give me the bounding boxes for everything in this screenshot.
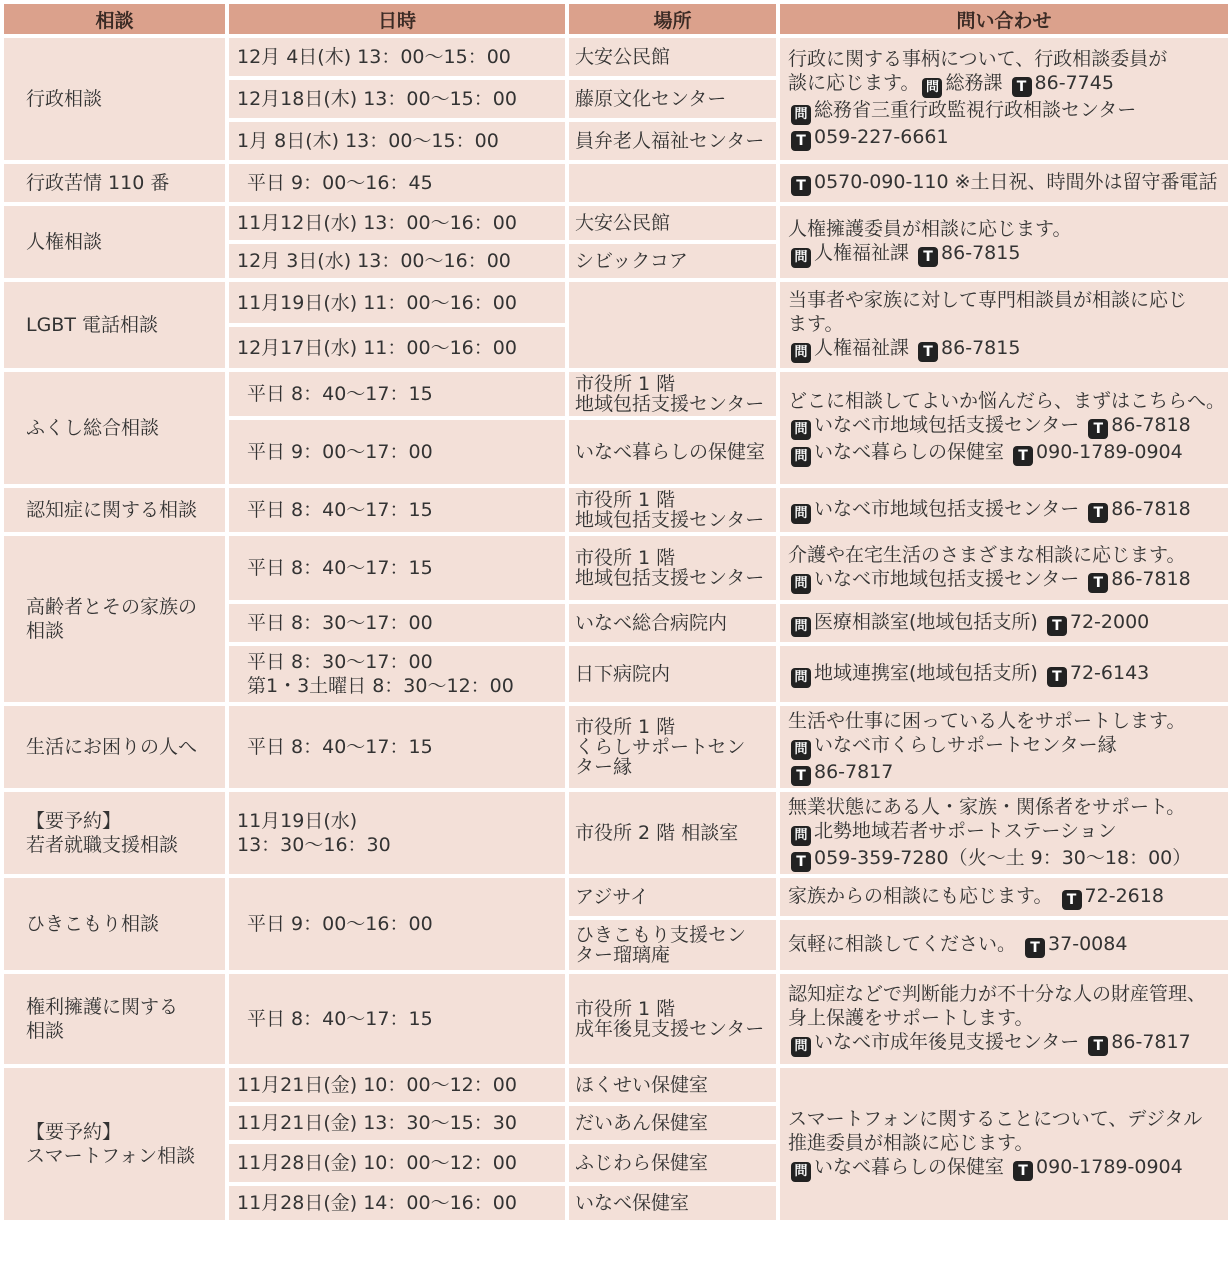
phone-badge-icon: T	[1062, 890, 1082, 910]
category-line: 高齢者とその家族の	[26, 596, 198, 618]
place-line: ふじわら保健室	[575, 1152, 709, 1174]
contact-text: いなべ市くらしサポートセンター縁	[814, 733, 1117, 756]
contact-cell	[780, 38, 1228, 160]
place-line: 成年後見支援センター	[575, 1018, 765, 1040]
contact-text: 無業状態にある人・家族・関係者をサポート。	[788, 795, 1186, 818]
datetime-line: 11月19日(水) 11：00～16：00	[237, 291, 517, 314]
contact-text: 気軽に相談してください。	[788, 933, 1023, 955]
category-line: 【要予約】	[26, 1121, 122, 1143]
contact-text: いなべ市地域包括支援センター	[814, 414, 1086, 436]
contact-line	[788, 440, 1220, 467]
datetime-cell	[229, 80, 565, 118]
inquiry-badge-icon: 問	[791, 447, 811, 467]
contact-line	[788, 497, 1220, 524]
contact-text: 認知症などで判断能力が不十分な人の財産管理、	[788, 982, 1207, 1005]
datetime-line: 12月 4日(木) 13：00～15：00	[237, 46, 511, 68]
contact-line	[788, 217, 1220, 241]
phone-badge-icon: T	[1047, 667, 1067, 687]
contact-line	[788, 760, 1220, 786]
category-line: 権利擁護に関する	[26, 996, 179, 1018]
place-line: ひきこもり支援セン	[575, 924, 747, 946]
place-cell	[569, 282, 776, 368]
inquiry-badge-icon: 問	[791, 826, 811, 846]
place-cell	[569, 536, 776, 600]
contact-text: 総務省三重行政監視行政相談センター	[814, 99, 1137, 121]
place-cell	[569, 878, 776, 916]
datetime-cell	[229, 1068, 565, 1102]
datetime-line: 平日 8：40～17：15	[247, 557, 433, 579]
contact-line	[788, 170, 1220, 196]
contact-text: 行政に関する事柄について、行政相談委員が	[788, 48, 1168, 70]
inquiry-badge-icon: 問	[791, 1162, 811, 1182]
table-row	[4, 372, 1228, 416]
place-cell	[569, 1068, 776, 1102]
datetime-line: 平日 9：00～16：00	[247, 913, 433, 935]
contact-line	[788, 389, 1226, 413]
place-line: 大安公民館	[575, 212, 671, 234]
category-cell	[4, 38, 225, 160]
table-row	[4, 38, 1228, 76]
header-contact: 問い合わせ	[780, 4, 1228, 34]
table-row	[4, 536, 1228, 600]
contact-line	[788, 241, 1220, 268]
datetime-cell	[229, 327, 565, 368]
place-cell	[569, 706, 776, 788]
place-line: だいあん保健室	[575, 1112, 709, 1134]
contact-text: 090-1789-0904	[1036, 441, 1183, 463]
datetime-cell	[229, 122, 565, 160]
contact-line	[788, 982, 1220, 1006]
datetime-line: 11月21日(金) 10：00～12：00	[237, 1074, 517, 1096]
phone-badge-icon: T	[1088, 503, 1108, 523]
category-cell	[4, 372, 225, 484]
contact-text: 地域連携室(地域包括支所)	[814, 661, 1044, 684]
contact-text: 090-1789-0904	[1036, 1155, 1183, 1178]
contact-text: 86-7817	[814, 760, 894, 783]
contact-cell	[780, 878, 1228, 916]
contact-line	[788, 1155, 1220, 1182]
contact-line	[788, 1030, 1220, 1057]
category-line: ふくし総合相談	[26, 417, 160, 439]
datetime-cell	[229, 1186, 565, 1220]
contact-text: 86-7818	[1111, 567, 1191, 590]
inquiry-badge-icon: 問	[791, 574, 811, 594]
table-row	[4, 878, 1228, 916]
datetime-cell	[229, 878, 565, 970]
header-place: 場所	[569, 4, 776, 34]
category-line: 相談	[26, 620, 65, 642]
contact-text: 介護や在宅生活のさまざまな相談に応じます。	[788, 543, 1186, 566]
contact-line	[788, 125, 1220, 151]
datetime-cell	[229, 706, 565, 788]
place-cell	[569, 488, 776, 532]
contact-text: 家族からの相談にも応じます。	[788, 885, 1059, 907]
place-line: ター瑠璃庵	[575, 944, 671, 966]
datetime-cell	[229, 206, 565, 240]
category-line: 相談	[26, 1020, 65, 1042]
place-cell	[569, 920, 776, 970]
category-cell	[4, 706, 225, 788]
place-cell	[569, 1186, 776, 1220]
contact-line	[788, 312, 1220, 336]
category-line: 人権相談	[26, 231, 103, 253]
place-cell	[569, 1144, 776, 1182]
datetime-cell	[229, 38, 565, 76]
place-line: 市役所 1 階	[575, 489, 676, 511]
place-line: 市役所 1 階	[575, 716, 676, 738]
contact-line	[788, 709, 1220, 733]
datetime-cell	[229, 1106, 565, 1140]
contact-text: 86-7815	[941, 336, 1021, 359]
table-row	[4, 206, 1228, 240]
contact-cell	[780, 920, 1228, 970]
place-cell	[569, 206, 776, 240]
place-line: 市役所 2 階 相談室	[575, 822, 739, 844]
contact-line	[788, 733, 1220, 760]
category-line: ひきこもり相談	[26, 913, 160, 935]
contact-line	[788, 610, 1220, 637]
category-cell	[4, 282, 225, 368]
datetime-line: 11月21日(金) 13：30～15：30	[237, 1112, 517, 1134]
contact-cell	[780, 1068, 1228, 1220]
contact-line	[788, 795, 1220, 819]
header-row	[4, 4, 1228, 34]
datetime-line: 1月 8日(木) 13：00～15：00	[237, 130, 499, 152]
datetime-cell	[229, 164, 565, 202]
place-cell	[569, 38, 776, 76]
contact-line	[788, 846, 1220, 872]
contact-cell	[780, 646, 1228, 702]
place-line: シビックコア	[575, 250, 688, 272]
contact-text: 医療相談室(地域包括支所)	[814, 610, 1044, 633]
place-line: アジサイ	[575, 886, 649, 908]
inquiry-badge-icon: 問	[791, 420, 811, 440]
inquiry-badge-icon: 問	[922, 78, 942, 98]
phone-badge-icon: T	[1047, 616, 1067, 636]
contact-text: いなべ暮らしの保健室	[814, 441, 1011, 463]
category-cell	[4, 792, 225, 874]
contact-line	[788, 661, 1220, 688]
category-line: 若者就職支援相談	[26, 834, 179, 856]
datetime-cell	[229, 488, 565, 532]
contact-text: 推進委員が相談に応じます。	[788, 1131, 1034, 1154]
contact-text: スマートフォンに関することについて、デジタル	[788, 1107, 1203, 1130]
contact-text: 37-0084	[1048, 933, 1128, 955]
contact-cell	[780, 164, 1228, 202]
category-line: 行政相談	[26, 88, 103, 110]
contact-line	[788, 413, 1220, 440]
contact-text: 86-7815	[941, 241, 1021, 264]
contact-text: どこに相談してよいか悩んだら、まずはこちらへ。	[788, 390, 1226, 412]
contact-line	[788, 1006, 1220, 1030]
place-line: 地域包括支援センター	[575, 509, 765, 531]
contact-cell	[780, 604, 1228, 642]
category-line: 【要予約】	[26, 810, 122, 832]
category-cell	[4, 206, 225, 278]
datetime-cell	[229, 536, 565, 600]
contact-text: 総務課	[945, 72, 1009, 94]
place-line: いなべ暮らしの保健室	[575, 441, 766, 463]
place-cell	[569, 420, 776, 484]
contact-line	[788, 932, 1220, 958]
place-cell	[569, 974, 776, 1064]
contact-line	[788, 567, 1220, 594]
datetime-cell	[229, 372, 565, 416]
contact-line	[788, 1131, 1220, 1155]
inquiry-badge-icon: 問	[791, 343, 811, 363]
datetime-line: 12月 3日(水) 13：00～16：00	[237, 250, 511, 272]
datetime-line: 平日 9：00～16：45	[247, 172, 433, 194]
datetime-cell	[229, 244, 565, 278]
place-line: ター縁	[575, 756, 633, 778]
datetime-line: 平日 9：00～17：00	[247, 441, 433, 463]
datetime-line: 11月12日(水) 13：00～16：00	[237, 212, 517, 234]
table-row	[4, 792, 1228, 874]
datetime-line: 12月18日(木) 13：00～15：00	[237, 88, 517, 110]
category-line: 行政苦情 110 番	[26, 172, 170, 194]
contact-text: 当事者や家族に対して専門相談員が相談に応じ	[788, 288, 1188, 311]
phone-badge-icon: T	[918, 342, 938, 362]
datetime-line: 11月19日(水)	[237, 810, 358, 832]
contact-cell	[780, 536, 1228, 600]
datetime-cell	[229, 792, 565, 874]
contact-line	[788, 543, 1220, 567]
contact-text: 0570-090-110 ※土日祝、時間外は留守番電話	[814, 171, 1218, 193]
place-line: 員弁老人福祉センター	[575, 130, 765, 152]
table-body	[4, 38, 1228, 1220]
phone-badge-icon: T	[1088, 1036, 1108, 1056]
table-row	[4, 282, 1228, 323]
phone-badge-icon: T	[1088, 573, 1108, 593]
inquiry-badge-icon: 問	[791, 617, 811, 637]
datetime-cell	[229, 1144, 565, 1182]
phone-badge-icon: T	[1025, 938, 1045, 958]
category-line: LGBT 電話相談	[26, 314, 158, 336]
contact-text: 72-2000	[1069, 610, 1150, 633]
inquiry-badge-icon: 問	[791, 248, 811, 268]
place-cell	[569, 1106, 776, 1140]
place-cell	[569, 604, 776, 642]
contact-cell	[780, 974, 1228, 1064]
phone-badge-icon: T	[1013, 446, 1033, 466]
contact-text: いなべ市地域包括支援センター	[814, 567, 1086, 590]
inquiry-badge-icon: 問	[791, 668, 811, 688]
phone-badge-icon: T	[1012, 77, 1032, 97]
place-cell	[569, 122, 776, 160]
place-line: いなべ総合病院内	[575, 612, 728, 634]
contact-text: いなべ市地域包括支援センター	[814, 497, 1086, 520]
contact-text: 86-7818	[1111, 497, 1191, 520]
phone-badge-icon: T	[791, 176, 811, 196]
contact-text: 86-7817	[1111, 1030, 1191, 1053]
datetime-line: 第1・3土曜日 8：30～12：00	[247, 675, 514, 697]
contact-text: 身上保護をサポートします。	[788, 1006, 1034, 1029]
category-cell	[4, 164, 225, 202]
contact-line	[788, 1107, 1220, 1131]
contact-text: 人権福祉課	[814, 241, 916, 264]
contact-text: 北勢地域若者サポートステーション	[814, 819, 1117, 842]
inquiry-badge-icon: 問	[791, 740, 811, 760]
contact-text: いなべ市成年後見支援センター	[814, 1030, 1086, 1053]
place-cell	[569, 646, 776, 702]
place-line: 市役所 1 階	[575, 998, 676, 1020]
inquiry-badge-icon: 問	[791, 504, 811, 524]
phone-badge-icon: T	[791, 852, 811, 872]
contact-text: 72-2618	[1084, 885, 1164, 907]
contact-line	[788, 819, 1220, 846]
datetime-line: 平日 8：40～17：15	[247, 383, 433, 405]
category-line: 生活にお困りの人へ	[26, 736, 198, 758]
place-line: 日下病院内	[575, 663, 671, 685]
inquiry-badge-icon: 問	[791, 1037, 811, 1057]
place-line: 市役所 1 階	[575, 547, 676, 569]
datetime-line: 平日 8：40～17：15	[247, 1008, 433, 1030]
contact-text: 059-227-6661	[814, 126, 949, 148]
category-cell	[4, 536, 225, 702]
inquiry-badge-icon: 問	[791, 105, 811, 125]
contact-line	[788, 336, 1220, 363]
contact-cell	[780, 706, 1228, 788]
place-line: 大安公民館	[575, 46, 671, 68]
datetime-line: 平日 8：40～17：15	[247, 499, 433, 521]
datetime-cell	[229, 420, 565, 484]
place-line: ほくせい保健室	[575, 1074, 709, 1096]
header-category: 相談	[4, 4, 225, 34]
contact-line	[788, 98, 1220, 125]
category-cell	[4, 974, 225, 1064]
contact-text: 生活や仕事に困っている人をサポートします。	[788, 709, 1186, 732]
phone-badge-icon: T	[1013, 1161, 1033, 1181]
place-cell	[569, 164, 776, 202]
datetime-line: 平日 8：40～17：15	[247, 736, 433, 758]
place-cell	[569, 244, 776, 278]
contact-cell	[780, 206, 1228, 278]
table-row	[4, 164, 1228, 202]
datetime-line: 11月28日(金) 10：00～12：00	[237, 1152, 517, 1174]
contact-text: 談に応じます。	[788, 72, 920, 94]
table-row	[4, 706, 1228, 788]
contact-text: 72-6143	[1069, 661, 1150, 684]
contact-line	[788, 47, 1220, 71]
place-line: 市役所 1 階	[575, 373, 676, 395]
place-cell	[569, 372, 776, 416]
contact-line	[788, 288, 1220, 312]
contact-text: 人権擁護委員が相談に応じます。	[788, 217, 1072, 240]
contact-cell	[780, 372, 1228, 484]
datetime-line: 12月17日(水) 11：00～16：00	[237, 336, 517, 359]
table-row	[4, 1068, 1228, 1102]
category-cell	[4, 878, 225, 970]
category-cell	[4, 1068, 225, 1220]
contact-cell	[780, 488, 1228, 532]
place-line: いなべ保健室	[575, 1192, 690, 1214]
datetime-line: 11月28日(金) 14：00～16：00	[237, 1192, 517, 1214]
category-line: 認知症に関する相談	[26, 499, 198, 521]
contact-text: 86-7818	[1111, 414, 1191, 436]
datetime-cell	[229, 974, 565, 1064]
datetime-line: 平日 8：30～17：00	[247, 612, 433, 634]
datetime-cell	[229, 604, 565, 642]
datetime-cell	[229, 646, 565, 702]
contact-text: 059-359-7280（火～土 9：30～18：00）	[814, 846, 1192, 869]
datetime-line: 平日 8：30～17：00	[247, 651, 433, 673]
table-row	[4, 488, 1228, 532]
phone-badge-icon: T	[1088, 419, 1108, 439]
contact-text: ます。	[788, 312, 844, 335]
datetime-line: 13：30～16：30	[237, 834, 391, 856]
datetime-cell	[229, 282, 565, 323]
contact-cell	[780, 282, 1228, 368]
place-line: 地域包括支援センター	[575, 393, 765, 415]
category-line: スマートフォン相談	[26, 1145, 196, 1167]
place-cell	[569, 80, 776, 118]
place-cell	[569, 792, 776, 874]
contact-line	[788, 884, 1220, 910]
table-row	[4, 974, 1228, 1064]
contact-line	[788, 71, 1220, 98]
contact-text: いなべ暮らしの保健室	[814, 1155, 1011, 1178]
place-line: くらしサポートセン	[575, 736, 746, 758]
phone-badge-icon: T	[918, 247, 938, 267]
contact-text: 人権福祉課	[814, 336, 916, 359]
phone-badge-icon: T	[791, 766, 811, 786]
phone-badge-icon: T	[791, 131, 811, 151]
contact-text: 86-7745	[1034, 72, 1114, 94]
category-cell	[4, 488, 225, 532]
contact-cell	[780, 792, 1228, 874]
header-datetime: 日時	[229, 4, 565, 34]
place-line: 藤原文化センター	[575, 88, 727, 110]
place-line: 地域包括支援センター	[575, 567, 765, 589]
